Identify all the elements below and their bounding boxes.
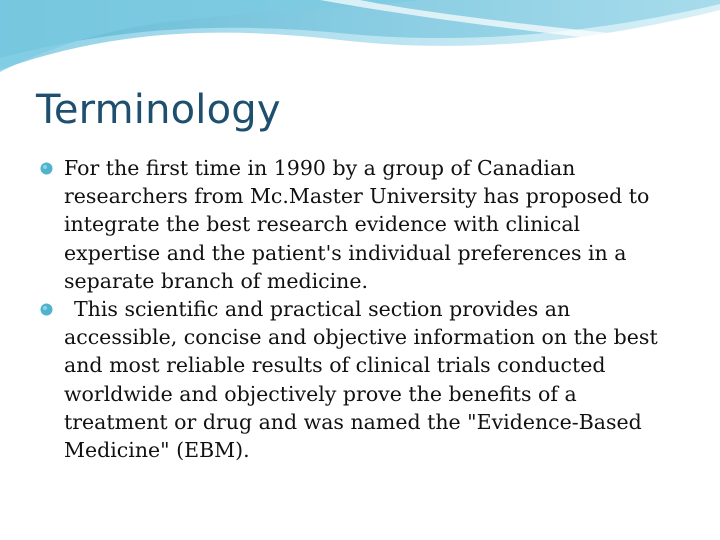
bullet-item <box>40 154 680 295</box>
circle-bullet-icon <box>40 303 53 316</box>
bullet-text: For the first time in 1990 by a group of Canadian researchers from Mc.Master University has proposed to integrate the best research evidence with clinical expertise and the patient's individual preferences in a separate branch of medicine. <box>64 156 650 293</box>
bullet-list <box>40 154 680 464</box>
bullet-text: This scientific and practical section provides an accessible, concise and objective information on the best and most reliable results of clinical trials conducted worldwide and objectively prove the benefits of a treatment or drug and was named the "Evidence-Based Medicine" (EBM). <box>64 297 658 463</box>
slide-title: Terminology <box>36 87 281 133</box>
circle-bullet-icon <box>40 162 53 175</box>
bullet-item <box>40 295 680 464</box>
header-wave-decoration <box>0 0 720 90</box>
